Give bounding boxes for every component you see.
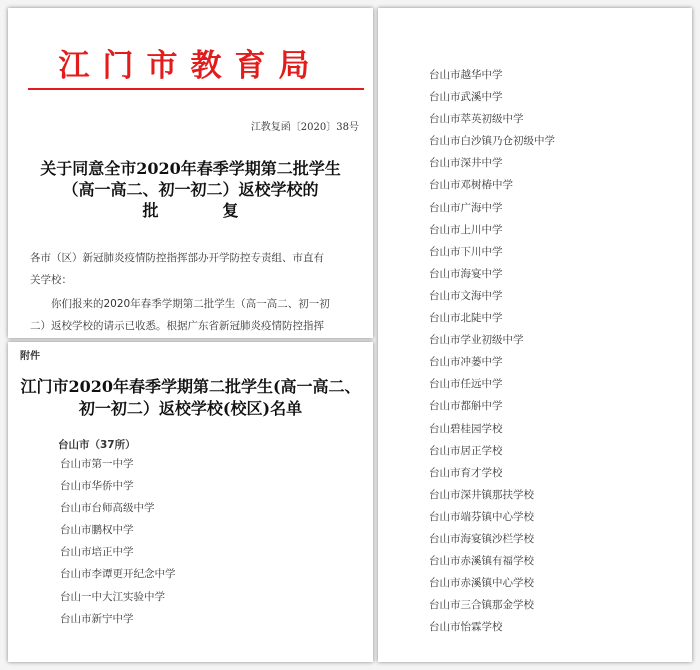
school-item: 台山市新宁中学: [60, 612, 134, 625]
salutation-line: 各市（区）新冠肺炎疫情防控指挥部办开学防控专责组、市直有: [30, 252, 324, 264]
school-item: 台山市文海中学: [429, 289, 503, 302]
school-item: 台山市白沙镇乃仓初级中学: [429, 135, 555, 148]
school-item: 台山市学业初级中学: [429, 334, 524, 347]
school-item: 台山一中大江实验中学: [60, 590, 165, 603]
annex-title-line: 初一初二）返校学校(校区)名单: [78, 399, 303, 418]
salutation-line: 关学校：: [30, 274, 72, 286]
school-item: 台山市居正学校: [429, 444, 503, 457]
letter-title-line: （高一高二、初一初二）返校学校的: [62, 180, 319, 199]
district-heading: 台山市（37所）: [58, 439, 136, 451]
letter-title: [8, 158, 373, 221]
school-list-right: [429, 64, 555, 638]
masthead: 江门市教育局: [58, 48, 323, 84]
body-line: 你们报来的2020年春季学期第二批学生（高一高二、初一初: [51, 298, 330, 310]
school-item: 台山市海宴镇沙栏学校: [429, 532, 534, 545]
school-item: 台山市萃英初级中学: [429, 113, 524, 126]
school-item: 台山市赤溪镇有福学校: [429, 555, 534, 568]
school-item: 台山市都斛中学: [429, 400, 503, 413]
reply-letter-page: [8, 8, 373, 338]
school-item: 台山市端芬镇中心学校: [429, 510, 534, 523]
school-item: 台山市广海中学: [429, 201, 503, 214]
letter-title-line: 批 复: [142, 201, 263, 220]
annex-label: 附件: [20, 351, 40, 362]
school-item: 台山市第一中学: [60, 458, 134, 470]
annex-title-line: 江门市2020年春季学期第二批学生(高一高二、: [20, 377, 361, 396]
school-item: 台山市华侨中学: [60, 480, 134, 493]
school-item: 台山碧桂园学校: [429, 422, 503, 435]
school-item: 台山市三合镇那金学校: [429, 599, 534, 612]
school-item: 台山市冲蒌中学: [429, 356, 503, 369]
school-item: 台山市越华中学: [429, 69, 503, 81]
school-item: 台山市培正中学: [60, 546, 134, 559]
body-line: 二）返校学校的请示已收悉。根据广东省新冠肺炎疫情防控指挥: [30, 320, 324, 332]
masthead-rule: [28, 88, 364, 90]
letter-body: [30, 293, 366, 337]
school-item: 台山市邓树椿中学: [429, 179, 513, 192]
school-item: 台山市怡霖学校: [429, 621, 503, 634]
annex-title: [8, 376, 373, 420]
school-item: 台山市赤溪镇中心学校: [429, 577, 534, 590]
school-item: 台山市台师高级中学: [60, 502, 155, 515]
school-item: 台山市深井中学: [429, 157, 503, 170]
school-item: 台山市上川中学: [429, 223, 503, 236]
school-list-left: [60, 453, 176, 630]
school-item: 台山市深井镇那扶学校: [429, 488, 534, 501]
school-item: 台山市下川中学: [429, 245, 503, 258]
school-item: 台山市北陡中学: [429, 312, 503, 325]
school-item: 台山市武溪中学: [429, 91, 503, 104]
salutation: [30, 247, 366, 291]
school-item: 台山市海宴中学: [429, 267, 503, 280]
letter-title-line: 关于同意全市2020年春季学期第二批学生: [40, 159, 341, 178]
school-item: 台山市任远中学: [429, 378, 503, 391]
document-number: 江教复函〔2020〕38号: [250, 122, 359, 133]
school-item: 台山市李谭更开纪念中学: [60, 568, 176, 581]
school-list-page: [378, 8, 692, 662]
school-item: 台山市鹏权中学: [60, 524, 134, 537]
annex-page: [8, 342, 373, 662]
school-item: 台山市育才学校: [429, 466, 503, 479]
